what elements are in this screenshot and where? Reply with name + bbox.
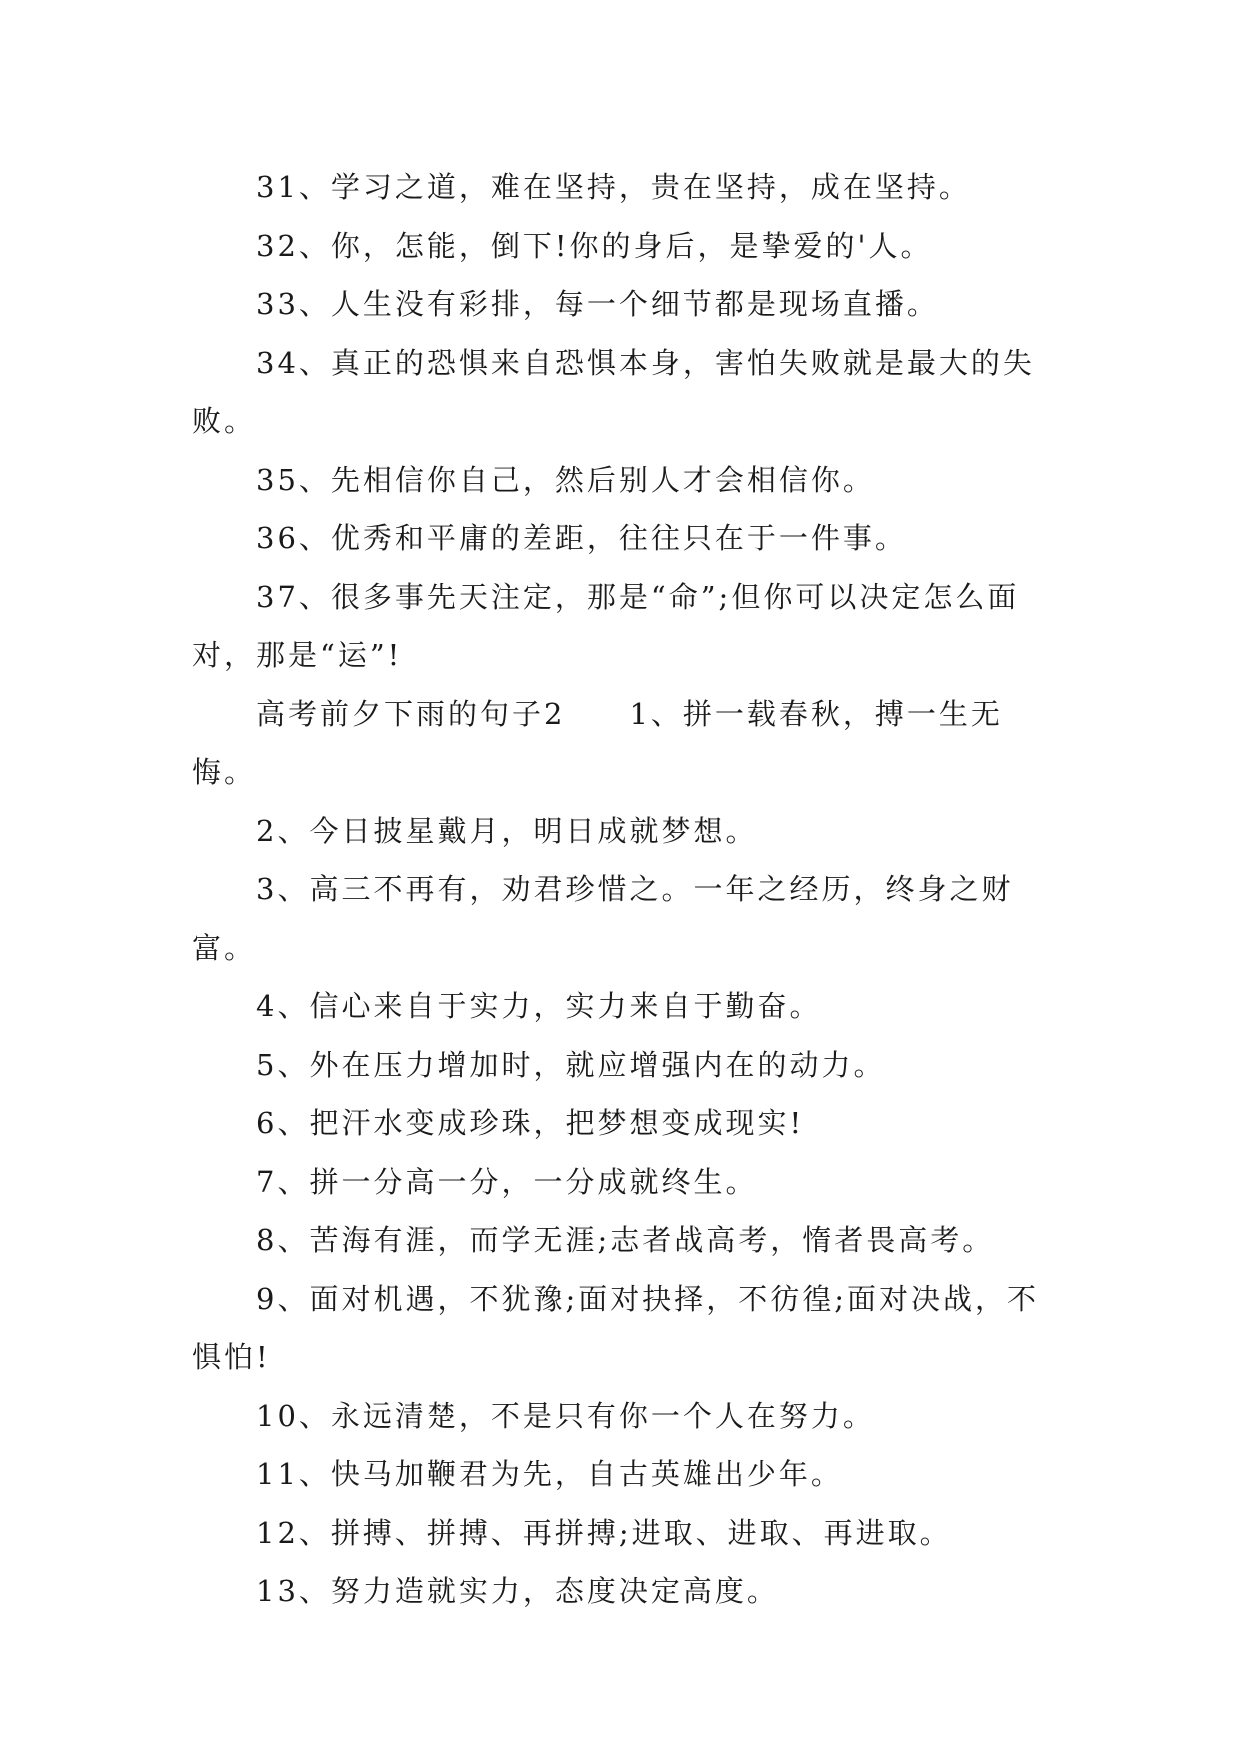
paragraph-33: 33、人生没有彩排，每一个细节都是现场直播。 bbox=[256, 287, 939, 321]
paragraph-31: 31、学习之道，难在坚持，贵在坚持，成在坚持。 bbox=[256, 170, 971, 204]
paragraph-11: 11、快马加鞭君为先，自古英雄出少年。 bbox=[256, 1457, 843, 1491]
paragraph-32: 32、你，怎能，倒下!你的身后，是挚爱的'人。 bbox=[256, 228, 933, 263]
paragraph-2: 2、今日披星戴月，明日成就梦想。 bbox=[256, 813, 758, 848]
section-heading-paragraph-1: 高考前夕下雨的句子2 1、拼一载春秋，搏一生无悔。 bbox=[192, 696, 1003, 789]
paragraph-9: 9、面对机遇，不犹豫;面对抉择，不彷徨;面对决战，不惧怕! bbox=[192, 1281, 1039, 1374]
paragraph-6: 6、把汗水变成珍珠，把梦想变成现实! bbox=[256, 1106, 805, 1140]
paragraph-3: 3、高三不再有，劝君珍惜之。一年之经历，终身之财富。 bbox=[192, 872, 1014, 965]
paragraph-7: 7、拼一分高一分，一分成就终生。 bbox=[256, 1164, 758, 1199]
paragraph-10: 10、永远清楚，不是只有你一个人在努力。 bbox=[256, 1398, 875, 1433]
document-body bbox=[192, 158, 1058, 1621]
paragraph-12: 12、拼搏、拼搏、再拼搏;进取、进取、再进取。 bbox=[256, 1515, 952, 1550]
paragraph-34: 34、真正的恐惧来自恐惧本身，害怕失败就是最大的失败。 bbox=[192, 345, 1035, 438]
paragraph-4: 4、信心来自于实力，实力来自于勤奋。 bbox=[256, 989, 822, 1023]
paragraph-5: 5、外在压力增加时，就应增强内在的动力。 bbox=[256, 1047, 886, 1082]
paragraph-36: 36、优秀和平庸的差距，往往只在于一件事。 bbox=[256, 521, 907, 555]
paragraph-13: 13、努力造就实力，态度决定高度。 bbox=[256, 1574, 779, 1608]
paragraph-37: 37、很多事先天注定，那是“命”;但你可以决定怎么面对，那是“运”! bbox=[192, 579, 1020, 672]
paragraph-8: 8、苦海有涯，而学无涯;志者战高考，惰者畏高考。 bbox=[256, 1223, 995, 1257]
paragraph-35: 35、先相信你自己，然后别人才会相信你。 bbox=[256, 462, 875, 497]
